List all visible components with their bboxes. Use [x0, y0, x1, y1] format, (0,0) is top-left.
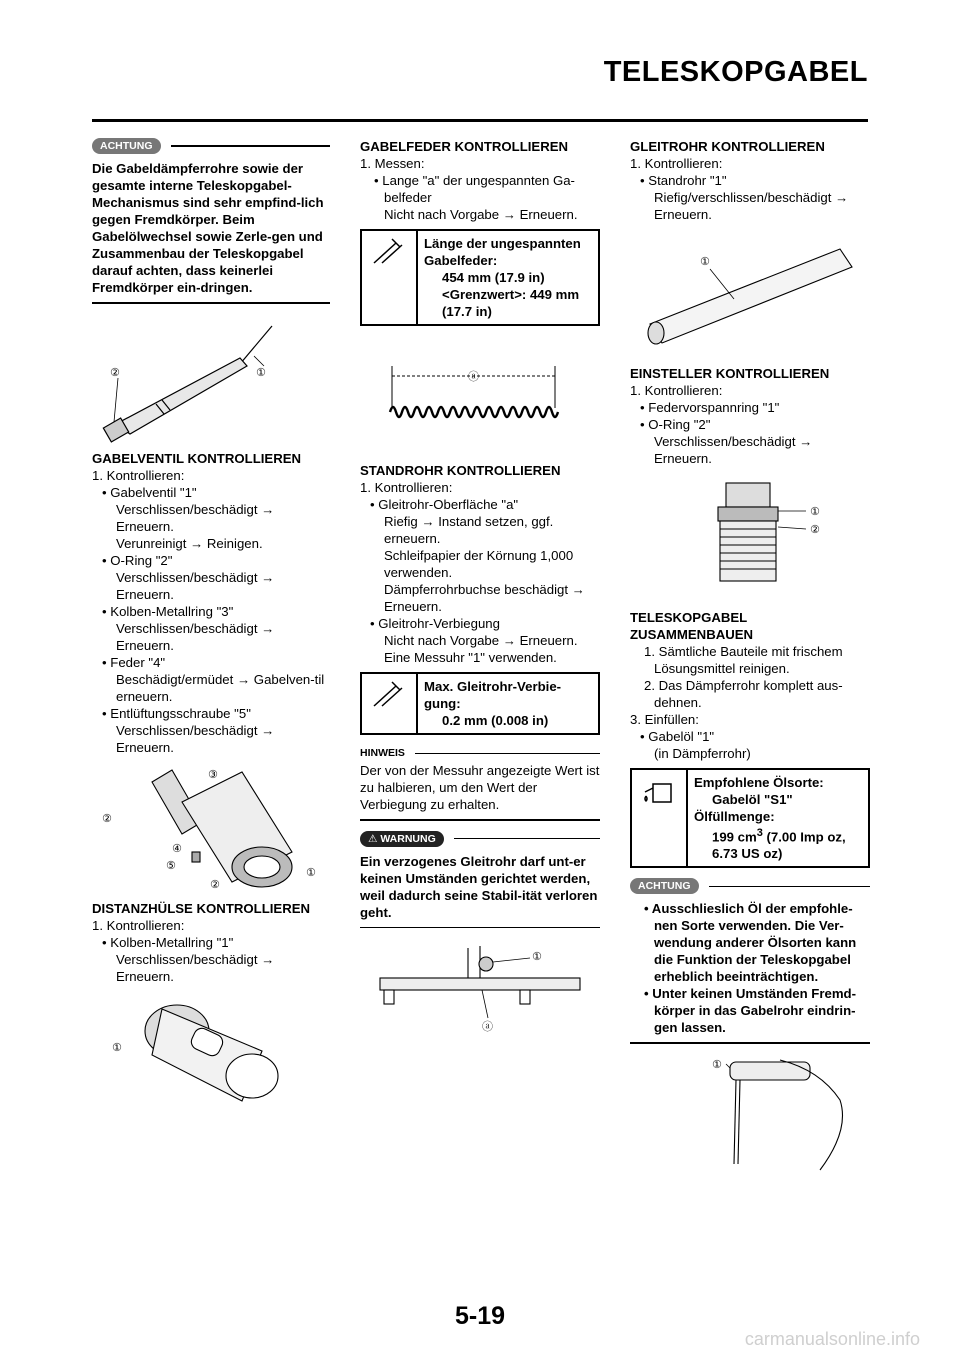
achtung-badge: ACHTUNG — [92, 138, 161, 154]
divider — [454, 838, 600, 840]
column-1 — [92, 138, 330, 1117]
bullet-detail: Verschlissen/beschädigt → Erneuern. — [116, 722, 275, 755]
bullet: • Kolben-Metallring "3" — [102, 603, 234, 619]
bullet: • O-Ring "2" — [102, 552, 173, 568]
adjuster-figure — [630, 473, 870, 603]
spec-value: Gabelöl "S1" — [712, 792, 793, 807]
spec-value: 454 mm (17.9 in) — [442, 270, 545, 285]
step: 2. Das Dämpferrohr komplett aus-dehnen. — [644, 678, 843, 710]
callout-1: ① — [712, 1058, 722, 1071]
spacer-sleeve-figure — [92, 991, 330, 1111]
step: 1. Kontrollieren: — [630, 156, 723, 171]
warnung-text: Ein verzogenes Gleitrohr darf unt-er keinen Umständen gerichtet werden, weil dadurch seine Stabil-ität verloren geht. — [360, 853, 598, 920]
bullet: • Gabelöl "1" — [640, 729, 715, 744]
callout-2: ② — [110, 366, 120, 379]
section-heading: GABELFEDER KONTROLLIEREN — [360, 139, 569, 154]
inner-tube-figure — [630, 229, 870, 359]
step: 1. Sämtliche Bauteile mit frischem Lösungsmittel reinigen. — [644, 644, 843, 676]
callout-2: ② — [102, 812, 112, 825]
warnung-label: WARNUNG — [380, 832, 436, 845]
achtung-header — [92, 138, 330, 154]
page-title: TELESKOPGABEL — [603, 56, 868, 88]
callout-1: ① — [306, 866, 316, 879]
divider — [171, 145, 331, 147]
callout-5: ⑤ — [166, 859, 176, 872]
bullet-detail: Verschlissen/beschädigt → Erneuern. — [116, 569, 275, 602]
hinweis-text: Der von der Messuhr angezeigte Wert ist zu halbieren, um den Wert der Verbiegung zu erhalten. — [360, 763, 600, 812]
hinweis-label: HINWEIS — [360, 747, 405, 759]
bullet-detail: Verschlissen/beschädigt → Erneuern. — [116, 501, 275, 534]
bullet-detail: Verschlissen/beschädigt → Erneuern. — [116, 951, 275, 984]
bullet-detail: Riefig → Instand setzen, ggf. erneuern. — [384, 514, 554, 546]
achtung-bullet: • Unter keinen Umständen Fremd-körper in das Gabelrohr eindrin-gen lassen. — [644, 986, 856, 1036]
fork-valve-drawing — [103, 326, 272, 442]
bullet: • O-Ring "2" — [640, 417, 711, 432]
section-heading: EINSTELLER KONTROLLIEREN — [630, 366, 830, 381]
callout-1: ① — [700, 256, 710, 268]
column-3 — [630, 138, 870, 1180]
dial-gauge-drawing — [380, 946, 580, 1004]
step: 1. Kontrollieren: — [360, 480, 453, 495]
bullet: • Gabelventil "1" — [102, 484, 197, 500]
bullet-detail: Eine Messuhr "1" verwenden. — [384, 650, 557, 665]
step: 1. Kontrollieren: — [92, 467, 185, 483]
bullet: • Feder "4" — [102, 654, 166, 670]
spec-box — [630, 768, 870, 868]
callout-1: ① — [256, 366, 266, 379]
bullet: • Standrohr "1" — [640, 173, 727, 188]
bullet-detail: Dämpferrohrbuchse beschädigt → Erneuern. — [384, 582, 585, 614]
callout-2: ② — [210, 878, 220, 891]
callout-1: ① — [810, 506, 820, 518]
bullet: • Kolben-Metallring "1" — [102, 934, 234, 950]
callout-a: ⓐ — [468, 371, 479, 383]
divider — [630, 1042, 870, 1044]
achtung-header — [630, 878, 870, 894]
bullet: • Gleitrohr-Oberfläche "a" — [370, 497, 519, 512]
callout-a: ⓐ — [482, 1021, 493, 1033]
spec-label: Länge der ungespannten Gabelfeder: — [424, 236, 581, 268]
bullet-detail: Beschädigt/ermüdet → Gabelven-til erneuern. — [116, 671, 325, 704]
dial-gauge-figure — [360, 938, 600, 1048]
callout-1: ① — [112, 1041, 122, 1054]
spec-box — [360, 672, 600, 735]
tube-drawing — [648, 249, 852, 344]
spacer-sleeve-drawing — [145, 1005, 278, 1101]
section-heading: STANDROHR KONTROLLIEREN — [360, 463, 561, 478]
spec-label: Max. Gleitrohr-Verbie-gung: — [424, 679, 562, 711]
achtung-text: Die Gabeldämpferrohre sowie der gesamte interne Teleskopgabel-Mechanismus sind sehr empfind-lich gegen Fremdkörper. Beim Gabelölwechsel sowie Zerle-gen und Zusammenbau der Teleskopgabel darauf achten, dass keinerlei Fremdkörper ein-dringen. — [92, 161, 324, 295]
caliper-icon — [362, 674, 418, 733]
callout-3: ③ — [208, 768, 218, 781]
callout-2: ② — [810, 524, 820, 536]
oil-can-icon — [632, 770, 688, 866]
bullet-detail: Nicht nach Vorgabe → Erneuern. — [384, 633, 578, 648]
oil-filling-drawing — [730, 1060, 843, 1170]
step: 1. Kontrollieren: — [630, 383, 723, 398]
hinweis-header — [360, 745, 600, 762]
callout-1: ① — [532, 951, 542, 963]
watermark: carmanualsonline.info — [744, 1329, 920, 1349]
fork-valve-exploded-figure — [92, 762, 330, 894]
bullet-detail: (in Dämpferrohr) — [654, 746, 751, 761]
fork-valve-figure — [92, 314, 330, 444]
bullet: • Lange "a" der ungespannten Ga-belfeder — [374, 173, 575, 205]
callout-4: ④ — [172, 842, 182, 855]
bullet: • Entlüftungsschraube "5" — [102, 705, 251, 721]
title-rule — [92, 119, 868, 122]
page-number: 5-19 — [454, 1302, 506, 1330]
divider — [709, 886, 871, 888]
spec-value: 199 $cm^3$ (7.00 Imp oz, 6.73 US oz) — [712, 827, 846, 862]
divider — [360, 819, 600, 821]
bullet-detail: Riefig/verschlissen/beschädigt → Erneuern. — [654, 190, 849, 222]
section-heading: GABELVENTIL KONTROLLIEREN — [92, 450, 302, 466]
warnung-badge: ⚠ WARNUNG — [360, 831, 444, 847]
caliper-icon — [362, 231, 418, 324]
achtung-bullet: • Ausschlieslich Öl der empfohle-nen Sorte verwenden. Die Ver-wendung anderer Ölsorten kann die Funktion der Teleskopgabel erheblich beeinträchtigen. — [644, 901, 857, 985]
bullet-detail: Nicht nach Vorgabe → Erneuern. — [384, 207, 578, 222]
step: 1. Messen: — [360, 156, 425, 171]
column-2 — [360, 138, 600, 1054]
bullet-detail: Verschlissen/beschädigt → Erneuern. — [654, 434, 813, 466]
spec-label: Empfohlene Ölsorte: — [694, 775, 824, 790]
oil-filling-figure — [630, 1054, 870, 1174]
step: 1. Kontrollieren: — [92, 917, 185, 933]
divider — [360, 927, 600, 929]
spec-value: 0.2 mm (0.008 in) — [442, 713, 549, 728]
divider — [92, 302, 330, 304]
fork-spring-figure — [360, 336, 600, 456]
step: 3. Einfüllen: — [630, 712, 699, 727]
adjuster-drawing — [718, 483, 778, 581]
section-heading: TELESKOPGABEL ZUSAMMENBAUEN — [630, 610, 754, 642]
section-heading: DISTANZHÜLSE KONTROLLIEREN — [92, 900, 311, 916]
warnung-header — [360, 831, 600, 847]
spec-label: Ölfüllmenge: — [694, 809, 775, 824]
spec-limit: <Grenzwert>: 449 mm (17.7 in) — [442, 287, 580, 319]
bullet-detail: Verunreinigt → Reinigen. — [116, 535, 263, 551]
achtung-badge: ACHTUNG — [630, 878, 699, 894]
bullet-detail: Schleifpapier der Körnung 1,000 verwenden. — [384, 548, 574, 580]
divider — [415, 753, 600, 755]
bullet: • Gleitrohr-Verbiegung — [370, 616, 500, 631]
bullet: • Federvorspannring "1" — [640, 400, 780, 415]
spec-box — [360, 229, 600, 326]
section-heading: GLEITROHR KONTROLLIEREN — [630, 139, 825, 154]
bullet-detail: Verschlissen/beschädigt → Erneuern. — [116, 620, 275, 653]
